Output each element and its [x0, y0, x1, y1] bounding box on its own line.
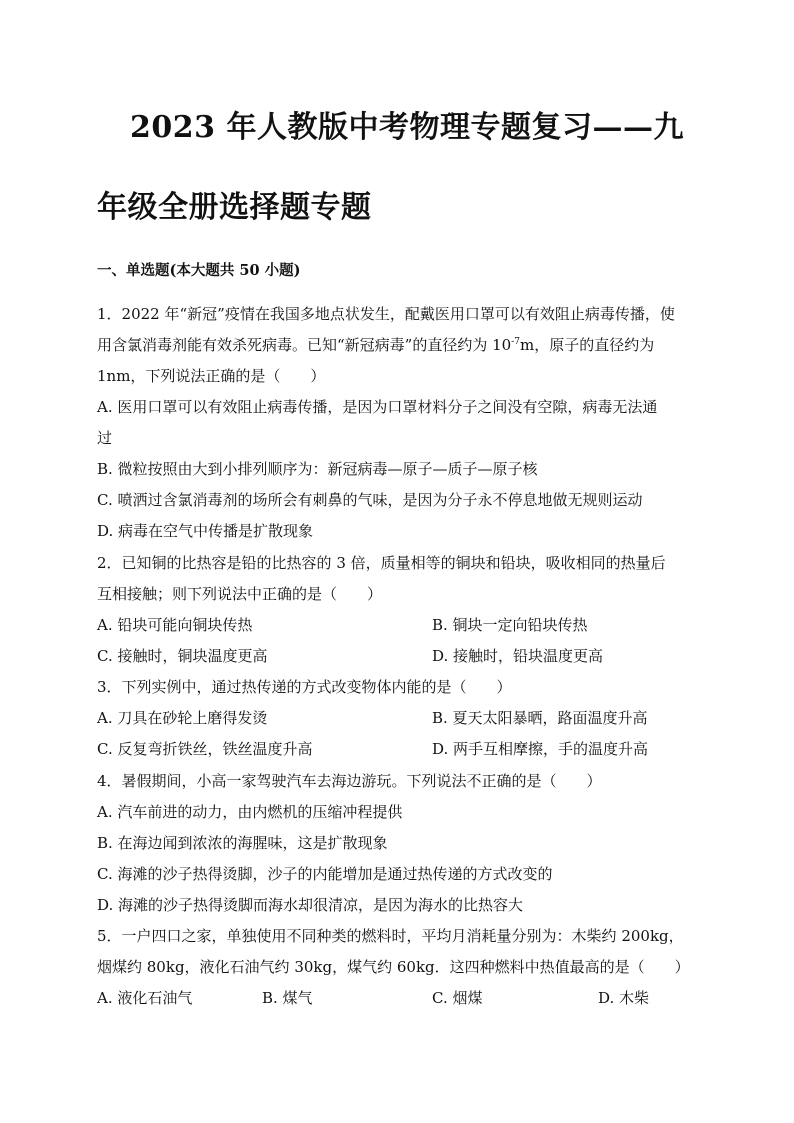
- section-heading: 一、单选题(本大题共 50 小题): [97, 262, 301, 279]
- q5-stem-line-2: 烟煤约 80kg，液化石油气约 30kg，煤气约 60kg．这四种燃料中热值最高的是（ ）: [97, 958, 690, 976]
- q1-stem-line-3: 1nm，下列说法正确的是（ ）: [97, 367, 326, 385]
- q4-option-a: A. 汽车前进的动力，由内燃机的压缩冲程提供: [97, 803, 403, 821]
- q5-option-a: A. 液化石油气: [97, 989, 193, 1007]
- q3-option-a: A. 刀具在砂轮上磨得发烫: [97, 709, 268, 727]
- document-title-line-1: 2023 年人教版中考物理专题复习——九: [130, 110, 684, 145]
- q2-option-c: C. 接触时，铜块温度更高: [97, 647, 268, 665]
- q5-stem-line-1: 5．一户四口之家，单独使用不同种类的燃料时，平均月消耗量分别为：木柴约 200kg，: [97, 927, 684, 945]
- q3-stem: 3．下列实例中，通过热传递的方式改变物体内能的是（ ）: [97, 678, 512, 696]
- q1-option-a-line-2: 过: [97, 429, 113, 447]
- q1-stem-line-2b: m，原子的直径约为: [519, 336, 655, 354]
- q2-option-d: D. 接触时，铅块温度更高: [432, 647, 604, 665]
- q2-stem-line-1: 2．已知铜的比热容是铅的比热容的 3 倍，质量相等的铜块和铅块，吸收相同的热量后: [97, 554, 666, 572]
- q1-stem-line-1: 1．2022 年“新冠”疫情在我国多地点状发生，配戴医用口罩可以有效阻止病毒传播，使: [97, 305, 675, 323]
- q4-option-d: D. 海滩的沙子热得烫脚而海水却很清凉，是因为海水的比热容大: [97, 896, 524, 914]
- q3-option-c: C. 反复弯折铁丝，铁丝温度升高: [97, 740, 313, 758]
- q1-option-a-line-1: A. 医用口罩可以有效阻止病毒传播，是因为口罩材料分子之间没有空隙，病毒无法通: [97, 398, 658, 416]
- q2-stem-line-2: 互相接触；则下列说法中正确的是（ ）: [97, 585, 383, 603]
- q4-stem: 4．暑假期间，小高一家驾驶汽车去海边游玩。下列说法不正确的是（ ）: [97, 772, 602, 790]
- q4-option-c: C. 海滩的沙子热得烫脚，沙子的内能增加是通过热传递的方式改变的: [97, 865, 553, 883]
- q5-option-d: D. 木柴: [598, 989, 650, 1007]
- q1-option-d: D. 病毒在空气中传播是扩散现象: [97, 522, 314, 540]
- q5-option-c: C. 烟煤: [432, 989, 483, 1007]
- q4-option-b: B. 在海边闻到浓浓的海腥味，这是扩散现象: [97, 834, 388, 852]
- q1-option-c: C. 喷洒过含氯消毒剂的场所会有刺鼻的气味，是因为分子永不停息地做无规则运动: [97, 491, 643, 509]
- q3-option-d: D. 两手互相摩擦，手的温度升高: [432, 740, 649, 758]
- q1-option-b: B. 微粒按照由大到小排列顺序为：新冠病毒—原子—质子—原子核: [97, 460, 538, 478]
- q1-exponent: -7: [511, 337, 520, 347]
- q1-stem-line-2: [97, 335, 654, 355]
- document-title-line-2: 年级全册选择题专题: [97, 190, 372, 225]
- q2-option-a: A. 铅块可能向铜块传热: [97, 616, 253, 634]
- q2-option-b: B. 铜块一定向铅块传热: [432, 616, 588, 634]
- q3-option-b: B. 夏天太阳暴晒，路面温度升高: [432, 709, 648, 727]
- q5-option-b: B. 煤气: [262, 989, 313, 1007]
- q1-stem-line-2a: 用含氯消毒剂能有效杀死病毒。已知“新冠病毒”的直径约为 10: [97, 336, 512, 354]
